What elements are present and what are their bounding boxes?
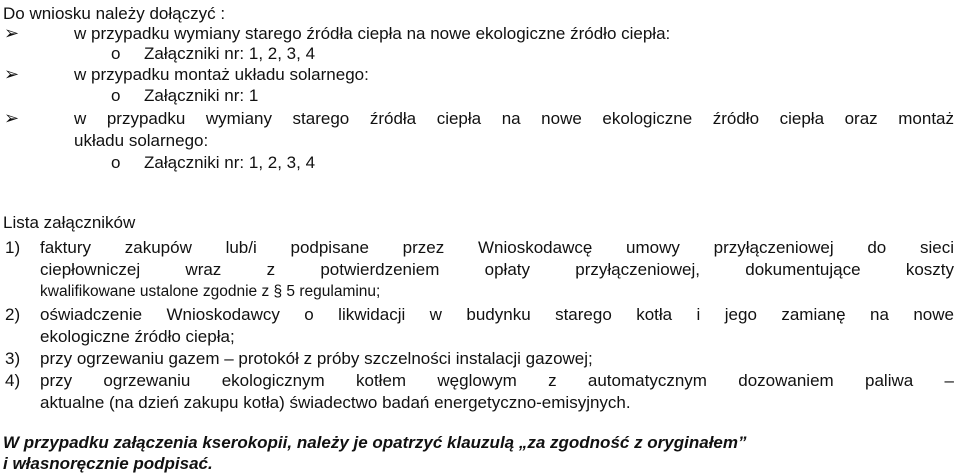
- bullet-3-sub: Załączniki nr: 1, 2, 3, 4: [144, 153, 316, 172]
- item-1-line2: ciepłowniczej wraz z potwierdzeniem opłaty przyłączeniowej, dokumentujące koszty: [40, 260, 954, 279]
- item-3-line1: przy ogrzewaniu gazem – protokół z próby szczelności instalacji gazowej;: [40, 349, 593, 368]
- copy-certification-note-line2: i własnoręcznie podpisać.: [3, 454, 213, 473]
- intro-heading: Do wniosku należy dołączyć :: [3, 4, 226, 23]
- bullet-2-sub: Załączniki nr: 1: [144, 86, 259, 105]
- arrow-bullet-icon: ➢: [4, 108, 20, 129]
- bullet-2-text: w przypadku montaż układu solarnego:: [74, 65, 369, 84]
- item-2-number: 2): [5, 305, 21, 324]
- bullet-1-text: w przypadku wymiany starego źródła ciepła na nowe ekologiczne źródło ciepła:: [74, 24, 671, 43]
- bullet-3-text-line2: układu solarnego:: [74, 131, 209, 150]
- item-1-line3: kwalifikowane ustalone zgodnie z § 5 regulaminu;: [40, 283, 381, 300]
- item-4-line1: przy ogrzewaniu ekologicznym kotłem węglowym z automatycznym dozowaniem paliwa –: [40, 371, 954, 390]
- arrow-bullet-icon: ➢: [4, 23, 20, 44]
- item-1-line1: faktury zakupów lub/i podpisane przez Wnioskodawcę umowy przyłączeniowej do sieci: [40, 238, 954, 257]
- item-4-number: 4): [5, 371, 21, 390]
- arrow-bullet-icon: ➢: [4, 64, 20, 85]
- item-3-number: 3): [5, 349, 21, 368]
- item-2-line1: oświadczenie Wnioskodawcy o likwidacji w budynku starego kotła i jego zamianę na nowe: [40, 305, 954, 324]
- item-2-line2: ekologiczne źródło ciepła;: [40, 327, 235, 346]
- bullet-1-sub: Załączniki nr: 1, 2, 3, 4: [144, 44, 316, 63]
- circle-bullet-icon: o: [111, 86, 121, 105]
- item-4-line2: aktualne (na dzień zakupu kotła) świadectwo badań energetyczno-emisyjnych.: [40, 393, 631, 412]
- copy-certification-note-line1: W przypadku załączenia kserokopii, należy je opatrzyć klauzulą „za zgodność z oryginałem”: [3, 433, 747, 452]
- circle-bullet-icon: o: [111, 153, 121, 172]
- attachments-list-title: Lista załączników: [3, 213, 136, 232]
- bullet-3-text-line1: w przypadku wymiany starego źródła ciepła na nowe ekologiczne źródło ciepła oraz montaż: [74, 109, 954, 128]
- circle-bullet-icon: o: [111, 44, 121, 63]
- item-1-number: 1): [5, 238, 21, 257]
